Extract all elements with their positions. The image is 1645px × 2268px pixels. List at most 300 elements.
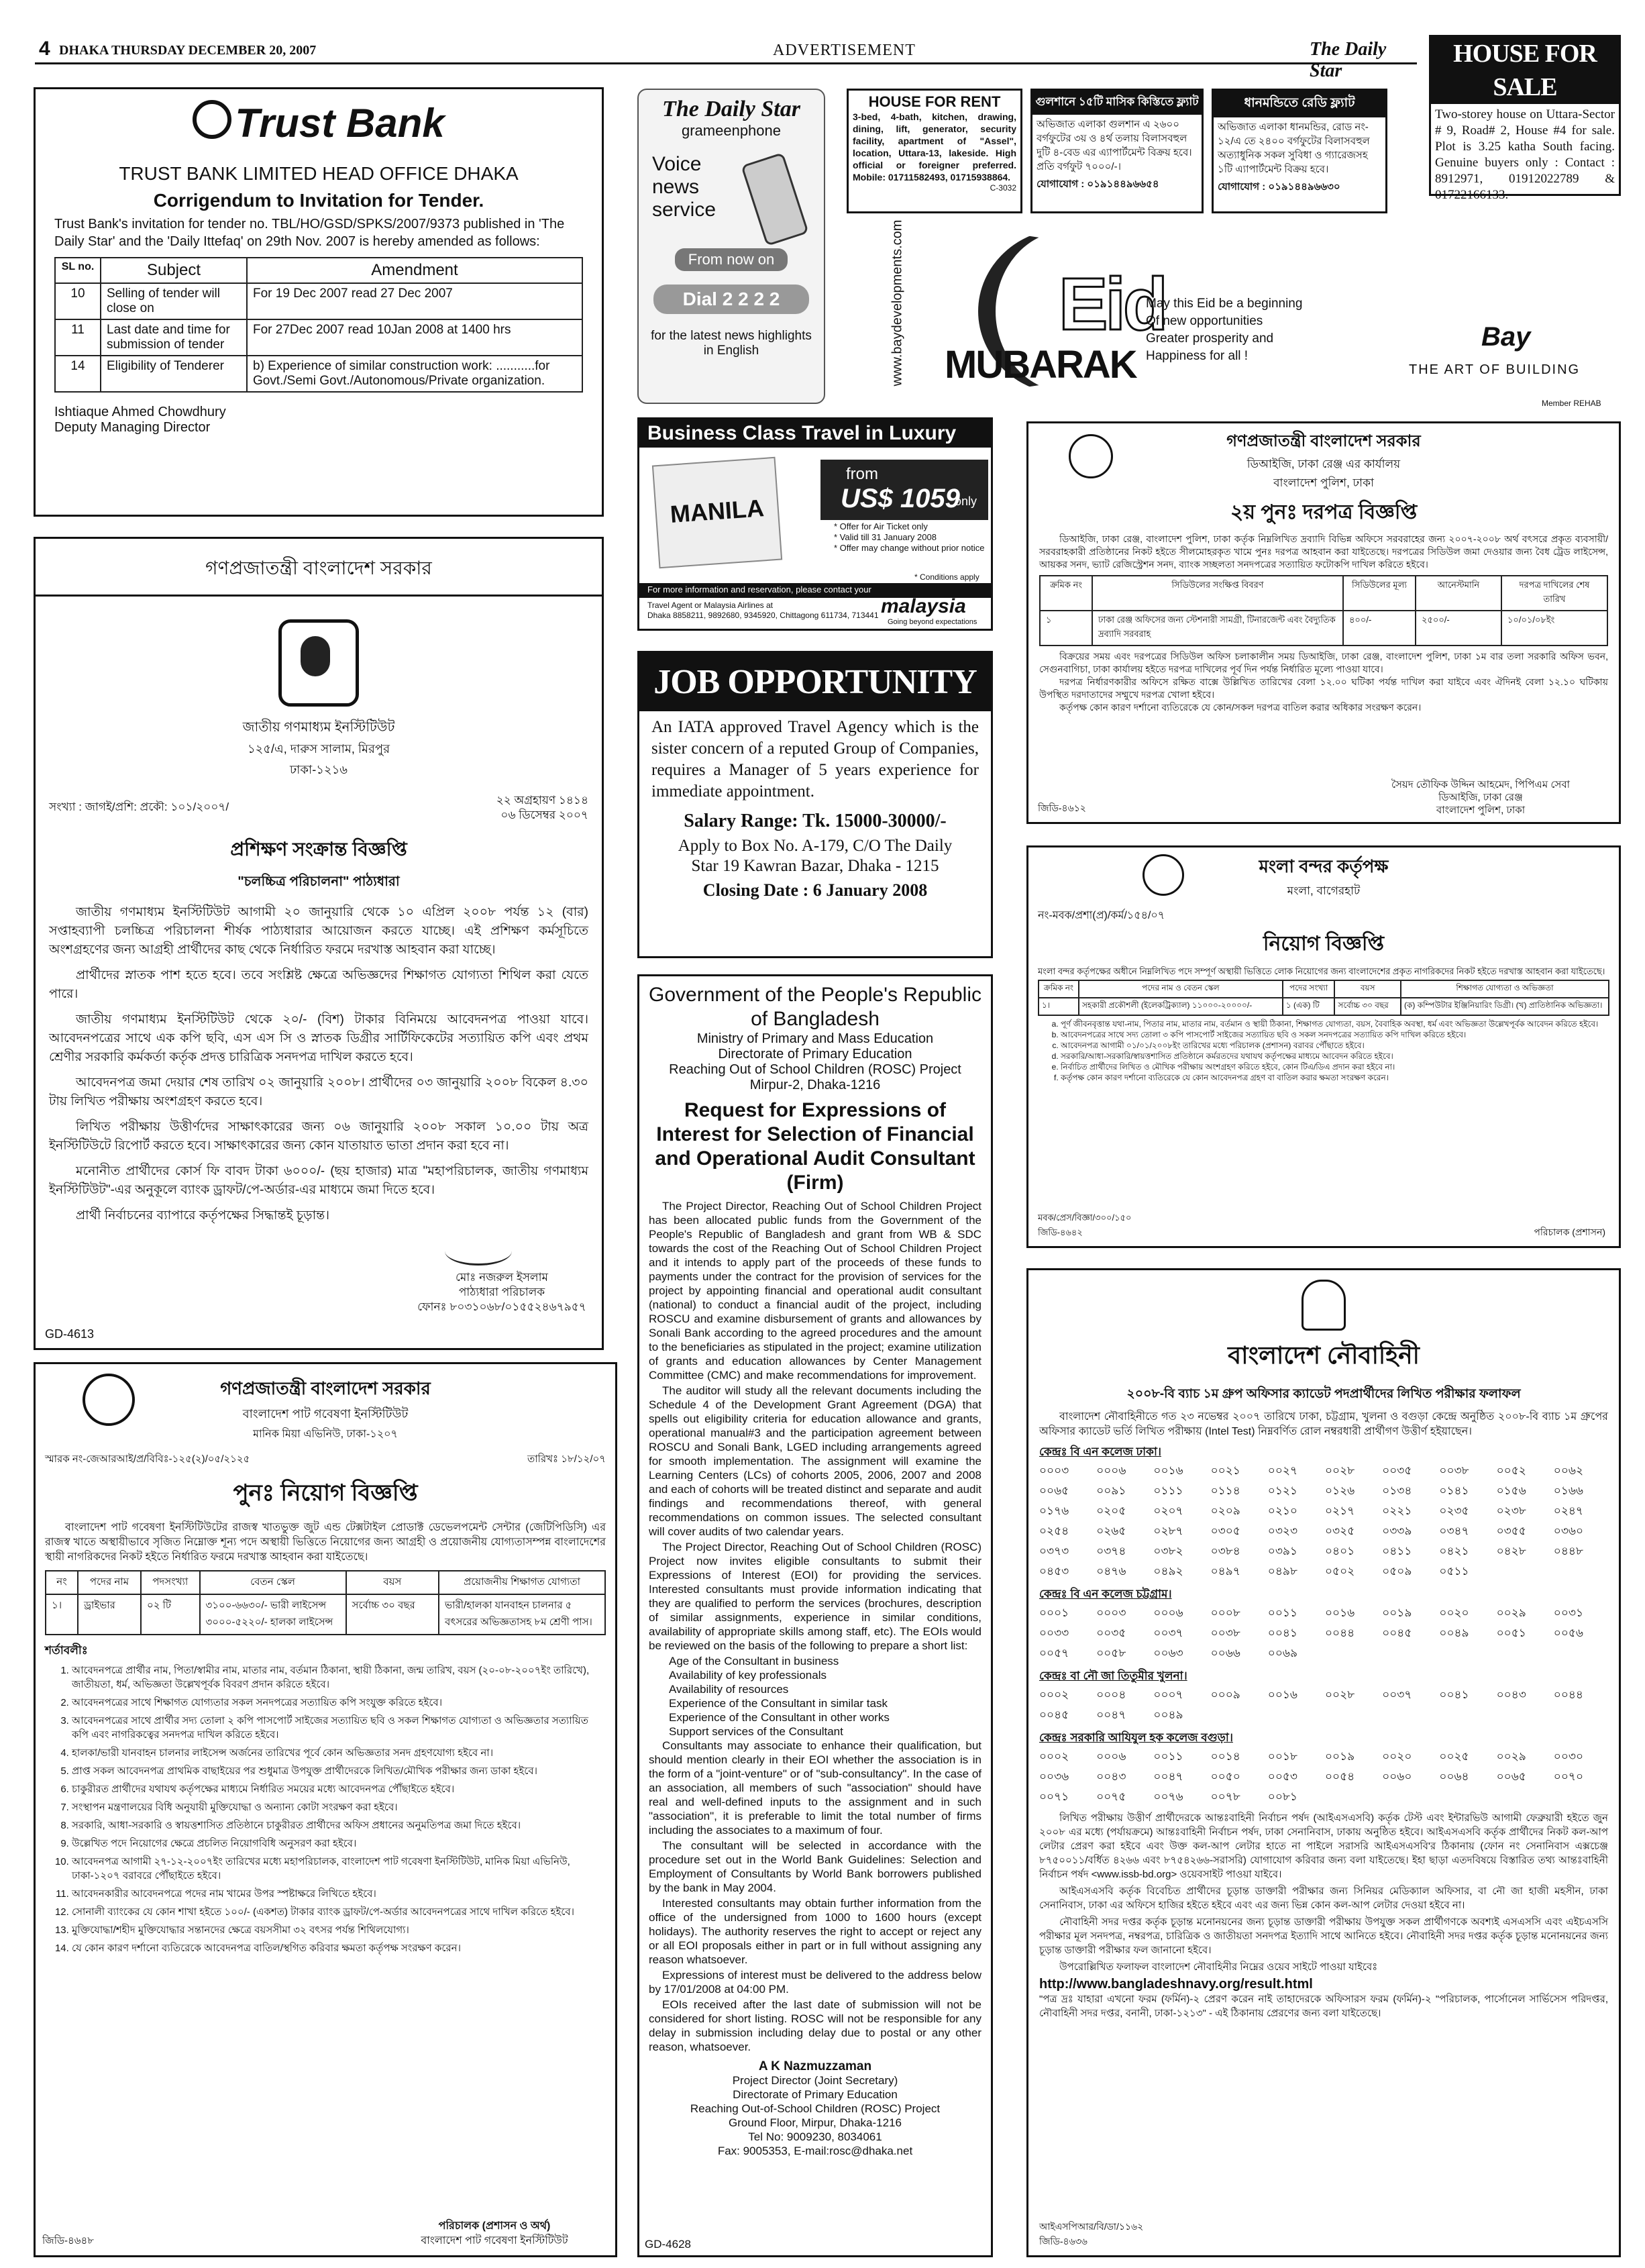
table-row xyxy=(55,319,582,356)
rehab-member: Member REHAB xyxy=(1542,399,1601,408)
cell: Selling of tender will close on xyxy=(101,283,247,319)
govt-ministry: Ministry of Primary and Mass Education xyxy=(696,1031,934,1046)
roll-number: ০৩৭৪ xyxy=(1096,1545,1126,1558)
roll-number: ০০৩৭ xyxy=(1382,1688,1412,1702)
col-header: সিডিউলের মূল্য xyxy=(1343,576,1416,611)
roll-number: ০০০৭ xyxy=(1153,1688,1183,1702)
bjri-terms xyxy=(45,1663,606,1955)
roll-number: ০৩০৫ xyxy=(1210,1525,1240,1538)
roll-number: ০৩৯১ xyxy=(1267,1545,1297,1558)
eoi-paragraph: Consultants may associate to enhance their qualification, but should mention clearly in their EOI whether the association is in the form of a "joint-venture" or of "sub-consultancy". In the case of an association, all members of such "association" should have real and well-defined inputs to the assignment and in such "association", it is preferable to limit the total number of firms including the associates to a maximum of four. xyxy=(649,1739,981,1837)
roll-number: ০২৩৫ xyxy=(1439,1504,1469,1518)
roll-number: ০০০৮ xyxy=(1210,1606,1240,1620)
table-row xyxy=(55,283,582,319)
house-for-sale-ad xyxy=(1429,35,1621,202)
list-item: Support services of the Consultant xyxy=(669,1725,843,1738)
nimc-govt: গণপ্রজাতন্ত্রী বাংলাদেশ সরকার xyxy=(36,547,602,597)
eoi-paragraph: Interested consultants may obtain further information from the office of the undersigned from 1000 to 1600 hours (except holidays). The authority reserves the right to accept or reject any or all EOI proposals either in part or in full without assigning any reason whatsoever. xyxy=(649,1897,981,1966)
navy-intro: বাংলাদেশ নৌবাহিনীতে গত ২৩ নভেম্বর ২০০৭ তারিখে ঢাকা, চট্টগ্রাম, খুলনা ও বগুড়া কেন্দ্রে অনুষ্ঠিত ২০০৮-বি ব্যাচ ১ম গ্রুপের অফিসার ক্যাডেট ভর্তি লিখিত পরীক্ষায় (Intel Test) নিম্নবর্ণিত রোল নম্বরধারী প্রার্থীগণ উত্তীর্ণ হইয়াছেন। xyxy=(1039,1411,1608,1437)
col-header: সিডিউলের সংক্ষিপ্ত বিবরণ xyxy=(1092,576,1343,611)
roll-number: ০০৬৩ xyxy=(1153,1647,1183,1660)
cell: ৪০০/- xyxy=(1343,611,1416,646)
roll-number: ০০৩৮ xyxy=(1439,1464,1469,1478)
roll-number: ০৫০৯ xyxy=(1382,1565,1412,1578)
roll-number: ০০০১ xyxy=(1039,1606,1069,1620)
signer-line: পরিচালক (প্রশাসন ও অর্থ) xyxy=(438,2220,551,2232)
col-subject: Subject xyxy=(101,258,247,283)
roll-number: ০০৫০ xyxy=(1210,1770,1240,1784)
promo-dial: Dial 2 2 2 2 xyxy=(653,285,809,314)
roll-list-dhaka xyxy=(1039,1462,1608,1582)
navy-body xyxy=(1039,1811,1608,1974)
signer-line: ফোনঃ ৮০৩১০৬৮/০১৫৫২৪৬৭৯৫৭ xyxy=(417,1300,586,1313)
mongla-title: নিয়োগ বিজ্ঞপ্তি xyxy=(1263,933,1385,955)
roll-number: ০২৬৫ xyxy=(1096,1525,1126,1538)
roll-number: ০১৭৬ xyxy=(1039,1504,1069,1518)
roll-number: ০০০২ xyxy=(1039,1688,1069,1702)
eid-line: Of new opportunities xyxy=(1146,314,1263,328)
mongla-org: মংলা বন্দর কর্তৃপক্ষ xyxy=(1259,856,1389,876)
term: 12. সোনালী ব্যাংকের যে কোন শাখা হইতে ১০০/- (একশত) টাকার ব্যাংক ড্রাফট/পে-অর্ডার আবেদনপত্রের সাথে দাখিল করিতে হইবে। xyxy=(72,1905,606,1919)
eoi-body xyxy=(649,1199,981,2054)
navy-result-url[interactable]: http://www.bangladeshnavy.org/result.html xyxy=(1039,1977,1313,1992)
house-for-sale-body: Two-storey house on Uttara-Sector # 9, Road# 2, House #4 for sale. Plot is 3.25 katha South facing. Genuine buyers only : Contact : 8912971, 01912022789 & 01722166133. xyxy=(1435,107,1615,202)
cell: ড্রাইভার xyxy=(78,1594,141,1635)
dhanmondi-flat-body: অভিজাত এলাকা ধানমন্ডির, রোড নং- ১২/এ তে ২৪০০ বর্গফুটের বিলাসবহুল অত্যাধুনিক সকল সুবিধা ও গ্যারেজসহ ১টি এ্যাপার্টমেন্ট বিক্রয় হবে। xyxy=(1218,121,1370,175)
govt-project: Reaching Out of School Children (ROSC) Project xyxy=(669,1062,961,1077)
nimc-paragraph: জাতীয় গণমাধ্যম ইনস্টিটিউট আগামী ২০ জানুয়ারি থেকে ১০ এপ্রিল ২০০৮ পর্যন্ত ১২ (বার) সপ্তাহব্যাপী চলচ্চিত্র পরিচালনা শীর্ষক পাঠ্যধারার আয়োজন করতে যাচ্ছে। এই প্রশিক্ষণ কর্মসূচিতে অংশগ্রহণের জন্য আগ্রহী প্রার্থীদের কাছ থেকে নির্ধারিত ফরমে দরখাস্ত আহবান করা যাচ্ছে। xyxy=(49,905,588,957)
roll-number: ০০৫৩ xyxy=(1267,1770,1297,1784)
mongla-port-notice xyxy=(1026,845,1621,1248)
house-for-rent-ad xyxy=(847,89,1022,213)
cell: সহকারী প্রকৌশলী (ইলেকট্রিক্যাল) ১১০০০-২০০০০/- xyxy=(1079,998,1283,1015)
roll-number: ০০৩১ xyxy=(1553,1606,1583,1620)
price: US$ 1059 xyxy=(841,484,960,513)
nimc-signature xyxy=(411,1270,592,1315)
roll-number: ০০৫৬ xyxy=(1553,1627,1583,1640)
roll-number: ০৪৯২ xyxy=(1153,1565,1183,1578)
roll-number: ০৫০২ xyxy=(1324,1565,1355,1578)
mongla-ref: নং-মবক/প্রশা(প্র)/কর্ম/১৫৪/০৭ xyxy=(1038,910,1165,921)
dhanmondi-flat-ad xyxy=(1212,89,1387,213)
eid-word: Eid xyxy=(1059,263,1166,346)
cell: ১। xyxy=(46,1594,78,1635)
promo-line: Voice xyxy=(652,153,702,175)
roll-number: ০০১৪ xyxy=(1210,1750,1240,1763)
roll-number: ০২০৯ xyxy=(1210,1504,1240,1518)
cell: ১। xyxy=(1039,998,1079,1015)
roll-number: ০৩২৫ xyxy=(1324,1525,1355,1538)
signer-line: Project Director (Joint Secretary) xyxy=(732,2074,898,2087)
roll-number: ০০২৫ xyxy=(1439,1750,1469,1763)
dateline: DHAKA THURSDAY DECEMBER 20, 2007 xyxy=(59,43,317,58)
eoi-paragraph: The consultant will be selected in accordance with the procedure set out in the World Bank Guidelines: Selection and Employment of Consultants by World Bank borrowers published by the bank in May 2004. xyxy=(649,1839,981,1894)
signer-name: মোঃ নজরুল ইসলাম xyxy=(456,1271,548,1284)
police-emblem-icon xyxy=(1069,434,1113,478)
roll-list-chittagong xyxy=(1039,1604,1608,1663)
cell: Eligibility of Tenderer xyxy=(101,356,247,392)
trust-bank-intro: Trust Bank's invitation for tender no. TBL/HO/GSD/SPKS/2007/9373 published in 'The Daily Star' and the 'Daily Ittefaq' on 29th Nov. 2007 is hereby amended as follows: xyxy=(54,217,565,249)
roll-number: ০০৭৮ xyxy=(1210,1790,1240,1804)
police-p3: দরপত্র নির্ধারণকারীর অফিসে রক্ষিত বাক্সে উল্লিখিত তারিখের বেলা ১২.০০ ঘটিকা পর্যন্ত দাখিল করা যাইবে এবং ঐদিনই বেলা ১২.১০ ঘটিকায় উপস্থিত দরদাতাদের সম্মুখে দরপত্র খোলা হইবে। xyxy=(1039,676,1608,700)
bay-eid-ad xyxy=(844,221,1621,416)
roll-number: ০০১৯ xyxy=(1382,1606,1412,1620)
malaysia-logo: malaysia xyxy=(881,595,966,617)
promo-line: news xyxy=(652,176,700,198)
roll-number: ০০৬৪ xyxy=(1439,1770,1469,1784)
roll-number: ০০১৬ xyxy=(1267,1688,1297,1702)
roll-number: ০০৩৭ xyxy=(1153,1627,1183,1640)
list-item: Age of the Consultant in business xyxy=(669,1655,839,1667)
price-only: only xyxy=(955,495,977,508)
masthead xyxy=(35,35,1417,81)
roll-number: ০৩২৩ xyxy=(1267,1525,1298,1538)
list-item: Experience of the Consultant in other works xyxy=(669,1711,890,1724)
list-item: Availability of key professionals xyxy=(669,1669,827,1682)
roll-number: ০০৪৯ xyxy=(1439,1627,1469,1640)
cell: Last date and time for submission of tender xyxy=(101,319,247,356)
roll-number: ০৪৯৮ xyxy=(1267,1565,1297,1578)
eid-line: Greater prosperity and xyxy=(1146,331,1274,346)
dhanmondi-flat-title: ধানমন্ডিতে রেডি ফ্ল্যাট xyxy=(1214,91,1385,117)
job-salary: Salary Range: Tk. 15000-30000/- xyxy=(684,811,947,831)
col-amendment: Amendment xyxy=(247,258,582,283)
cell: সর্বোচ্চ ৩০ বছর xyxy=(346,1594,439,1635)
roll-number: ০০৪১ xyxy=(1267,1627,1297,1640)
nimc-paragraph: আবেদনপত্র জমা দেয়ার শেষ তারিখ ০২ জানুয়ারি ২০০৮। প্রার্থীদের ০৩ জানুয়ারি ২০০৮ বিকেল ৪.৩০ টায় লিখিত পরীক্ষায় অংশগ্রহণ করতে হবে। xyxy=(49,1076,588,1109)
term: 7. সংস্থাপন মন্ত্রণালয়ের বিধি অনুযায়ী মুক্তিযোদ্ধা ও অন্যান্য কোটা সংরক্ষণ করা হইবে। xyxy=(72,1800,606,1814)
bjri-ref: স্মারক নং-জেআরআই/প্র/বিবিঃ-১২৫(২)/০৫/২১২৫ xyxy=(45,1453,250,1465)
nimc-ref: সংখ্যা : জাগই/প্রশি: প্রকৌ: ১০১/২০০৭/ xyxy=(49,801,229,813)
col-header: প্রয়োজনীয় শিক্ষাগত যোগ্যতা xyxy=(439,1571,605,1594)
gulshan-flat-body: অভিজাত এলাকা গুলশান এ ২৬০০ বর্গফুটের ৩য় ও ৪র্থ তলায় বিলাসবহুল দুটি ৪-বেড এর এ্যাপার্টমেন্ট বিক্রয় হবে। প্রতি বর্গফুট ৭০০০/-। xyxy=(1037,119,1192,172)
bjri-inst: বাংলাদেশ পাট গবেষণা ইনস্টিটিউট xyxy=(242,1407,409,1421)
nimc-paragraph: মনোনীত প্রার্থীদের কোর্স ফি বাবদ টাকা ৬০০০/- (ছয় হাজার) মাত্র "মহাপরিচালক, জাতীয় গণমাধ্যম ইনস্টিটিউট"-এর অনুকূলে ব্যাংক ড্রাফট/পে-অর্ডার-এর মাধ্যমে জমা দিতে হবে। xyxy=(49,1164,588,1197)
roll-number: ০৩৩৯ xyxy=(1382,1525,1412,1538)
roll-number: ০০৩৮ xyxy=(1210,1627,1240,1640)
roll-number: ০২৩৮ xyxy=(1496,1504,1526,1518)
col-header: দরপত্র দাখিলের শেষ তারিখ xyxy=(1501,576,1607,611)
cell: For 19 Dec 2007 read 27 Dec 2007 xyxy=(247,283,582,319)
nimc-title: প্রশিক্ষণ সংক্রান্ত বিজ্ঞপ্তি xyxy=(230,839,407,860)
roll-number: ০০০৩ xyxy=(1096,1606,1126,1620)
mongla-intro: মংলা বন্দর কর্তৃপক্ষের অধীনে নিম্নলিখিত পদে সম্পূর্ণ অস্থায়ী ভিত্তিতে লোক নিয়োগের জন্য বাংলাদেশের প্রকৃত নাগরিকদের নিকট হইতে দরখাস্ত আহবান করা যাইতেছে। xyxy=(1038,966,1605,976)
navy-result-notice xyxy=(1026,1268,1621,2257)
port-emblem-icon xyxy=(1143,854,1184,896)
promo-footer: for the latest news highlights in English xyxy=(651,329,812,358)
mubarak-word: MUBARAK xyxy=(945,343,1136,386)
roll-number: ০২৮৭ xyxy=(1153,1525,1183,1538)
roll-number: ০০৪৭ xyxy=(1096,1708,1126,1722)
eoi-paragraph: The Project Director, Reaching Out of School Children (ROSC) Project now invites eligible consultants to submit their Expressions of Interest (EOI) for providing the services. Interested consultants must provide information indicating that they are qualified to perform the services (brochures, description of similar assignments, experience in similar conditions, availability of appropriate skills among staff, etc). The EOIs would be reviewed on the basis of the following to prepare a short list: xyxy=(649,1541,981,1652)
nimc-paragraph: লিখিত পরীক্ষায় উত্তীর্ণদের সাক্ষাৎকারের জন্য ০৬ জানুয়ারি ২০০৮ সকাল ১০.০০ টায় অত্র ইনস্টিটিউটে রিপোর্ট করতে হবে। সাক্ষাৎকারের জন্য কোন যাতায়াত ভাতা প্রদান করা হবে না। xyxy=(49,1120,588,1153)
navy-paragraph: উপরোল্লিখিত ফলাফল বাংলাদেশ নৌবাহিনীর নিম্নের ওয়েব সাইটে পাওয়া যাইবেঃ xyxy=(1059,1961,1378,1973)
navy-footref: আইএসপিআর/বি/ডা/১১৬২ xyxy=(1039,2221,1144,2232)
mongla-footref: মবক/প্রেস/বিজ্ঞা/৩০০/১৫০ xyxy=(1038,1213,1132,1223)
term: 13. মুক্তিযোদ্ধা/শহীদ মুক্তিযোদ্ধার সন্তানদের ক্ষেত্রে বয়সসীমা ৩২ বৎসর পর্যন্ত শিথিলযোগ্য। xyxy=(72,1923,606,1937)
term: 6. চাকুরীরত প্রার্থীদের যথাযথ কর্তৃপক্ষের মাধ্যমে নির্ধারিত সময়ের মধ্যে আবেদনপত্র পৌঁছাইতে হইবে। xyxy=(72,1782,606,1796)
table-row xyxy=(1039,998,1609,1015)
job-title: JOB OPPORTUNITY xyxy=(639,653,991,711)
eoi-paragraph: EOIs received after the last date of submission will not be considered for short listing. ROSC will not be responsible for any delay in submission including delay due to postal or any other reason, whatsoever. xyxy=(649,1998,981,2053)
center-khulna: কেন্দ্রঃ বা নৌ জা তিতুমীর খুলনা। xyxy=(1039,1669,1187,1682)
navy-subtitle: ২০০৮-বি ব্যাচ ১ম গ্রুপ অফিসার ক্যাডেট পদপ্রার্থীদের লিখিত পরীক্ষার ফলাফল xyxy=(1126,1387,1521,1401)
list-item: Availability of resources xyxy=(669,1683,789,1696)
gulshan-flat-ad xyxy=(1030,89,1204,213)
cell: ১০/০১/০৮ইং xyxy=(1501,611,1607,646)
roll-number: ০০০৬ xyxy=(1096,1464,1126,1478)
trust-bank-logo-icon xyxy=(193,100,231,139)
nimc-paragraph: প্রার্থী নির্বাচনের ব্যাপারে কর্তৃপক্ষের সিদ্ধান্তই চূড়ান্ত। xyxy=(76,1208,330,1223)
roll-number: ০৪৫৩ xyxy=(1039,1565,1069,1578)
nimc-date-bn: ২২ অগ্রহায়ণ ১৪১৪ xyxy=(496,794,588,807)
term: * Offer for Air Ticket only xyxy=(834,521,928,531)
cell: ৩১০০-৬৬৩০/- ভারী লাইসেন্স ৩০০০-৫২২০/- হালকা লাইসেন্স xyxy=(200,1594,346,1635)
roll-number: ০০২৭ xyxy=(1267,1464,1298,1478)
roll-number: ০৩৪৭ xyxy=(1439,1525,1469,1538)
roll-number: ০২০৫ xyxy=(1096,1504,1126,1518)
roll-number: ০০৭১ xyxy=(1039,1790,1069,1804)
roll-number: ০০৬৯ xyxy=(1267,1647,1297,1660)
term: * Valid till 31 January 2008 xyxy=(834,532,937,542)
cell: ভারী/হালকা যানবাহন চালনার ৫ বৎসরের অভিজ্ঞতাসহ ৮ম শ্রেণী পাস। xyxy=(439,1594,605,1635)
roll-number: ০০২০ xyxy=(1382,1750,1412,1763)
signature-scribble-icon xyxy=(445,1237,512,1266)
daily-star-voice-promo xyxy=(637,89,825,404)
police-code: জিডি-৪৬১২ xyxy=(1038,803,1086,813)
navy-p5: "পত্র দ্রঃ যাহারা এখনো ফরম (ফর্মিন)-২ প্রেরণ করেন নাই তাহাদেরকে অফিসারস ফরম (ফর্মিন)-২ "পরিচালক, পার্সোনেল সার্ভিসেস পরিদপ্তর, নৌবাহিনী সদর দপ্তর, বনানী, ঢাকা-১২১৩" - এই ঠিকানায় প্রেরণের জন্য বলা যাইতেছে। xyxy=(1039,1994,1608,2019)
note: e. নির্বাচিত প্রার্থীদের লিখিত ও মৌখিক পরীক্ষায় অংশগ্রহণ করিতে হইবে, কোন টিএ/ডিএ প্রদান করা হইবে না। xyxy=(1061,1062,1609,1072)
roll-number: ০১৫৬ xyxy=(1496,1484,1526,1498)
roll-number: ০৪২১ xyxy=(1439,1545,1469,1558)
eid-line: Happiness for all ! xyxy=(1146,349,1249,363)
roll-number: ০০৪৯ xyxy=(1153,1708,1183,1722)
trust-bank-designation: Deputy Managing Director xyxy=(54,420,211,435)
job-closing: Closing Date : 6 January 2008 xyxy=(702,880,928,900)
term: * Offer may change without prior notice xyxy=(834,543,985,553)
note: a. পূর্ণ জীবনবৃত্তান্ত যথা-নাম, পিতার নাম, মাতার নাম, বর্তমান ও স্থায়ী ঠিকানা, শিক্ষাগত যোগ্যতা, বয়স, বৈবাহিক অবস্থা, ধর্ম এবং অভিজ্ঞতা উল্লেখপূর্বক আবেদন করিতে হইবে। xyxy=(1061,1019,1609,1029)
roll-number: ০২০৭ xyxy=(1153,1504,1183,1518)
police-signature xyxy=(1353,778,1608,817)
signer-line: ডিআইজি, ঢাকা রেঞ্জ xyxy=(1438,792,1523,803)
signer-line: Tel No: 9009230, 8034061 xyxy=(748,2130,882,2143)
nimc-ref-row xyxy=(49,792,588,824)
col-sl: SL no. xyxy=(55,258,101,283)
gulshan-flat-phone: যোগাযোগ : ০১৯১৪৪৯৬৬৫৪ xyxy=(1037,178,1159,190)
signer-line: Reaching Out-of-School Children (ROSC) Project xyxy=(690,2102,941,2115)
roll-number: ০০৬০ xyxy=(1382,1770,1412,1784)
malaysia-title: Business Class Travel in Luxury xyxy=(639,419,991,448)
note: d. সরকারি/আধা-সরকারি/স্বায়ত্তশাসিত প্রতিষ্ঠানে কর্মরতদের যথাযথ কর্তৃপক্ষের মাধ্যমে আবেদন করিতে হইবে। xyxy=(1061,1051,1609,1062)
promo-from-now: From now on xyxy=(675,248,788,271)
nimc-paragraph: জাতীয় গণমাধ্যম ইনস্টিটিউট থেকে ২০/- (বিশ) টাকার বিনিময়ে আবেদনপত্র পাওয়া যাবে। আবেদনপত্রের সাথে এক কপি ছবি, এস এস সি ও স্নাতক ডিগ্রীর সার্টিফিকেটের সত্যায়িত কপি এবং প্রথম শ্রেণীর সরকারি কর্মকর্তা কর্তৃক প্রদত্ত চারিত্রিক সনদপত্র দাখিল করতে হবে। xyxy=(49,1013,588,1064)
roll-number: ০০৬৬ xyxy=(1210,1647,1240,1660)
mongla-addr: মংলা, বাগেরহাট xyxy=(1287,884,1361,897)
signer-line: Directorate of Primary Education xyxy=(733,2088,898,2101)
roll-number: ০০২০ xyxy=(1439,1606,1469,1620)
police-title: ২য় পুনঃ দরপত্র বিজ্ঞপ্তি xyxy=(1230,501,1418,523)
roll-number: ০০৭৫ xyxy=(1096,1790,1126,1804)
bjri-recruitment-notice xyxy=(34,1362,617,2257)
eoi-signature xyxy=(649,2059,981,2158)
roll-number: ০০৫৮ xyxy=(1096,1647,1126,1660)
col-header: নং xyxy=(46,1571,78,1594)
mongla-post-table xyxy=(1038,980,1609,1016)
roll-number: ০৩৬০ xyxy=(1553,1525,1584,1538)
roll-number: ০০২৯ xyxy=(1496,1750,1526,1763)
police-p2: বিক্রয়ের সময় এবং দরপত্রের সিডিউল অফিস চলাকালীন সময় ডিআইজি, ঢাকা রেঞ্জ, বাংলাদেশ পুলিশ, ঢাকা ১ম বার তলা সরকারি অফিস ভবন, সেগুনবাগিচা, ঢাকা কার্যালয় হইতে দরপত্র দাখিলের পূর্ব দিন পর্যন্ত নির্ধারিত মূল্যে পাওয়া যাবে। xyxy=(1039,651,1608,674)
col-header: ক্রমিক নং xyxy=(1039,980,1079,998)
eoi-paragraph: The auditor will study all the relevant documents including the Schedule 4 of the Development Grant Agreement (DGA) that spells out eligibility criteria for education allowance and grants, operational manual#3 and the participation agreement between ROSCU and Sonali Bank, LGED including arrangements agreed for smooth implementation. The assignment will examine the Learning Centers (LCs) of cohorts 2005, 2006, 2007 and 2008 and each of cohorts will be treated distinct and separate and audit findings and recommendations thereof, with general recommendations on common issues. The selected consultant will cover audits of two calendar years. xyxy=(649,1384,981,1538)
malaysia-tagline: Going beyond expectations xyxy=(888,618,977,626)
cell: 14 xyxy=(55,356,101,392)
mongla-code: জিডি-৪৬৪২ xyxy=(1038,1227,1083,1237)
rent-code: C-3032 xyxy=(990,183,1016,193)
cell: For 27Dec 2007 read 10Jan 2008 at 1400 hrs xyxy=(247,319,582,356)
roll-number: ০২৫৪ xyxy=(1039,1525,1069,1538)
roll-number: ০০৬৫ xyxy=(1496,1770,1526,1784)
roll-number: ০০৫১ xyxy=(1496,1627,1526,1640)
table-row xyxy=(46,1594,605,1635)
eoi-title: Request for Expressions of Interest for Selection of Financial and Operational Audit Consultant (Firm) xyxy=(655,1099,975,1194)
roll-number: ০০৪৩ xyxy=(1496,1688,1526,1702)
malaysia-airlines-ad xyxy=(637,417,993,631)
eoi-paragraph: Expressions of interest must be delivered to the address below by 17/01/2008 at 04:00 PM. xyxy=(649,1969,981,1996)
roll-number: ০০৫৭ xyxy=(1039,1647,1069,1660)
promo-line: service xyxy=(652,199,717,221)
roll-number: ০০৩০ xyxy=(1553,1750,1584,1763)
list-item: Experience of the Consultant in similar task xyxy=(669,1697,888,1710)
nimc-city: ঢাকা-১২১৬ xyxy=(290,763,348,776)
paper-name: The Daily Star xyxy=(1310,39,1387,81)
bay-tagline: THE ART OF BUILDING xyxy=(1409,362,1581,377)
col-header: পদের নাম xyxy=(78,1571,141,1594)
mongla-notes xyxy=(1038,1019,1609,1083)
nimc-date-en: ০৬ ডিসেম্বর ২০০৭ xyxy=(500,809,588,821)
roll-number: ০২১৭ xyxy=(1324,1504,1355,1518)
nimc-body xyxy=(49,903,588,1225)
roll-number: ০০১৯ xyxy=(1324,1750,1355,1763)
roll-number: ০০৫২ xyxy=(1496,1464,1526,1478)
cell: ১ xyxy=(1040,611,1092,646)
center-bogra: কেন্দ্রঃ সরকারি আযিযুল হক কলেজ বগুড়া। xyxy=(1039,1731,1233,1744)
term: 10. আবেদনপত্র আগামী ২৭-১২-২০০৭ইং তারিখের মধ্যে মহাপরিচালক, বাংলাদেশ পাট গবেষণা ইনস্টিটিউট, মানিক মিয়া এভিনিউ, ঢাকা-১২০৭ বরাবরে পৌঁছাইতে হইবে। xyxy=(72,1855,606,1883)
job-apply: Apply to Box No. A-179, C/O The Daily Star 19 Kawran Bazar, Dhaka - 1215 xyxy=(678,837,953,875)
cell: সর্বোচ্চ ৩০ বছর xyxy=(1334,998,1401,1015)
reservation-text: For more information and reservation, please contact your xyxy=(647,584,871,595)
bjri-date: তারিখঃ ১৮/১২/০৭ xyxy=(527,1453,606,1465)
bjri-terms-title: শর্তাবলীঃ xyxy=(45,1644,88,1657)
destination-tag xyxy=(652,457,782,568)
roll-number: ০১২১ xyxy=(1267,1484,1297,1498)
roll-number: ০০৪৪ xyxy=(1324,1627,1355,1640)
police-unit2: বাংলাদেশ পুলিশ, ঢাকা xyxy=(1273,476,1374,489)
bjri-govt: গণপ্রজাতন্ত্রী বাংলাদেশ সরকার xyxy=(220,1378,431,1398)
agent-text xyxy=(647,601,879,621)
cell: ঢাকা রেঞ্জ অফিসের জন্য স্টেশনারী সামগ্রী, টিনারজেন্ট এবং বৈদ্যুতিক দ্রব্যাদি সরবরাহ xyxy=(1092,611,1343,646)
cell: ১ (এক) টি xyxy=(1283,998,1335,1015)
roll-number: ০০২৮ xyxy=(1324,1464,1355,1478)
roll-number: ০০৬৫ xyxy=(1039,1484,1069,1498)
roll-number: ০০৩৫ xyxy=(1382,1464,1412,1478)
center-dhaka: কেন্দ্রঃ বি এন কলেজ ঢাকা। xyxy=(1039,1445,1161,1458)
govt-header: Government of the People's Republic of Bangladesh xyxy=(649,984,982,1030)
roll-number: ০৪৯৭ xyxy=(1210,1565,1240,1578)
police-p4: কর্তৃপক্ষ কোন কারণ দর্শানো ব্যতিরেকে যে কোন/সকল দরপত্র বাতিল করার অধিকার সংরক্ষণ করেন। xyxy=(1059,702,1422,713)
roll-number: ০০০৩ xyxy=(1039,1464,1069,1478)
roll-number: ০১১৪ xyxy=(1210,1484,1240,1498)
col-header: পদের নাম ও বেতন স্কেল xyxy=(1079,980,1283,998)
roll-number: ০৪৭৬ xyxy=(1096,1565,1126,1578)
offer-terms xyxy=(834,521,985,554)
trust-bank-logo-row xyxy=(54,100,583,150)
gulshan-flat-title: গুলশানে ১৫টি মাসিক কিস্তিতে ফ্ল্যাট xyxy=(1032,91,1202,115)
roll-number: ০০০৬ xyxy=(1153,1606,1183,1620)
roll-number: ০০১৮ xyxy=(1267,1750,1297,1763)
roll-number: ০০২১ xyxy=(1210,1464,1240,1478)
eid-line: May this Eid be a beginning xyxy=(1146,297,1303,311)
navy-paragraph: লিখিত পরীক্ষায় উত্তীর্ণ প্রার্থীদেরকে আন্তঃবাহিনী নির্বাচন পর্ষদ (আইএসএসবি) কর্তৃক টেস্ট এবং ইন্টারভিউ আগামী ফেব্রুয়ারী হইতে জুন ২০০৮ এর মধ্যে (পর্যায়ক্রমে) আন্তঃবাহিনী নির্বাচন পর্ষদ, ঢাকা সেনানিবাস, ঢাকায় অনুষ্ঠিত হইবে। আইএসএসবি কর্তৃক প্রার্থীদের নিকট কল-আপ লেটার প্রেরণ করা হইবে এবং উক্ত কল-আপ লেটার হাতে না পাইলে সরাসরি আইএসএসবি'র ঠিকানায় (ফোন নং সেনানিবাস এক্সচেঞ্জ ৮৭৫০০১১/বর্ধিত ৪২৬৬ এবং ৮৭৫৪২৬৬-সরাসরি) যোগাযোগ করিবার জন্য বলা যাইতেছে। ইহা ছাড়া এতদবিষয়ে বিস্তারিত তথ্য আন্তঃবাহিনী নির্বাচন পর্ষদ <www.issb-bd.org> ওয়েবসাইট পাওয়া যাইবে। xyxy=(1039,1812,1608,1880)
cell: 11 xyxy=(55,319,101,356)
roll-number: ০৪১১ xyxy=(1382,1545,1412,1558)
roll-number: ০০৩৫ xyxy=(1096,1627,1126,1640)
police-govt: গণপ্রজাতন্ত্রী বাংলাদেশ সরকার xyxy=(1226,432,1421,450)
signer-name: সৈয়দ তৌফিক উদ্দিন আহমেদ, পিপিএম সেবা xyxy=(1391,779,1571,790)
table-row xyxy=(1040,611,1607,646)
eoi-code: GD-4628 xyxy=(645,2238,691,2251)
roll-number: ০০২৯ xyxy=(1496,1606,1526,1620)
term: 11. আবেদনকারীর আবেদনপত্রে পদের নাম খামের উপর স্পষ্টাক্ষরে লিখিতে হইবে। xyxy=(72,1887,606,1901)
rent-title: HOUSE FOR RENT xyxy=(868,93,1001,110)
nimc-subtitle: "চলচ্চিত্র পরিচালনা" পাঠ্যধারা xyxy=(237,874,400,889)
nimc-address: ১২৫/এ, দারুস সালাম, মিরপুর xyxy=(247,742,390,756)
cell: 10 xyxy=(55,283,101,319)
navy-emblem-icon xyxy=(1302,1280,1346,1331)
roll-number: ০০৩৩ xyxy=(1039,1627,1069,1640)
col-header: বেতন স্কেল xyxy=(200,1571,346,1594)
term: 14. যে কোন কারণ দর্শানো ব্যতিরেকে আবেদনপত্র বাতিল/স্থগিত করিবার ক্ষমতা কর্তৃপক্ষ সংরক্ষণ করেন। xyxy=(72,1941,606,1955)
roll-list-khulna xyxy=(1039,1686,1608,1725)
dhanmondi-flat-phone: যোগাযোগ : ০১৯১৪৪৯৬৬৩০ xyxy=(1218,181,1340,193)
roll-number: ০০৯১ xyxy=(1096,1484,1126,1498)
col-header: ক্রমিক নং xyxy=(1040,576,1092,611)
col-header: পদের সংখ্যা xyxy=(1283,980,1335,998)
trust-bank-logo: Trust Bank xyxy=(235,101,445,146)
bjri-signature xyxy=(387,2219,602,2249)
trust-bank-ad xyxy=(34,87,604,517)
page-number: 4 xyxy=(39,38,50,60)
col-header: বয়স xyxy=(346,1571,439,1594)
signer-line: বাংলাদেশ পুলিশ, ঢাকা xyxy=(1436,805,1526,816)
cell: ২৫০০/- xyxy=(1416,611,1501,646)
cell: b) Experience of similar construction work: ...........for Govt./Semi Govt./Autonomous/Private organization. xyxy=(247,356,582,392)
agent-line: Dhaka 8858211, 9892680, 9345920, Chittagong 611734, 713441 xyxy=(647,611,879,620)
roll-number: ০৩৮২ xyxy=(1153,1545,1183,1558)
roll-number: ০২১০ xyxy=(1267,1504,1297,1518)
roll-number: ০৩৮৪ xyxy=(1210,1545,1240,1558)
roll-number: ০১৪১ xyxy=(1439,1484,1469,1498)
roll-number: ০০৪১ xyxy=(1439,1688,1469,1702)
police-p1: ডিআইজি, ঢাকা রেঞ্জ, বাংলাদেশ পুলিশ, ঢাকা কর্তৃক নিম্নলিখিত দ্রব্যাদি বিভিন্ন অফিসে সরবরাহের জন্য ২০০৭-২০০৮ অর্থ বৎসরে প্রকৃত ব্যবসায়ী/সরবরাহকারী প্রতিষ্ঠানের নিকট হইতে সীলমোহরকৃত খামে পুনঃ দরপত্র আহবান করা যাইতেছে। দরপত্রের সিডিউল জমা দেওয়ার জন্য বৈধ ট্রেড লাইসেন্স, আয়কর সনদ, ভ্যাট রেজিস্ট্রেশন সনদ, ব্যাংক সচ্ছলতা সনদপত্রের সত্যায়িত ফটোকপি দাখিল করিতে হইবে। xyxy=(1039,533,1608,570)
signer-line: Fax: 9005353, E-mail:rosc@dhaka.net xyxy=(717,2145,913,2157)
trust-bank-org: TRUST BANK LIMITED HEAD OFFICE DHAKA xyxy=(119,163,519,184)
eoi-shortlist xyxy=(649,1654,981,1739)
roll-number: ০০৫৪ xyxy=(1324,1770,1355,1784)
term: 9. উল্লেখিত পদে নিয়োগের ক্ষেত্রে প্রচলিত নিয়োগবিধি অনুসরণ করা হইবে। xyxy=(72,1837,606,1851)
roll-number: ০৩৭৩ xyxy=(1039,1545,1069,1558)
signer-line: বাংলাদেশ পাট গবেষণা ইনস্টিটিউট xyxy=(421,2235,568,2247)
roll-number: ০৪০১ xyxy=(1324,1545,1355,1558)
